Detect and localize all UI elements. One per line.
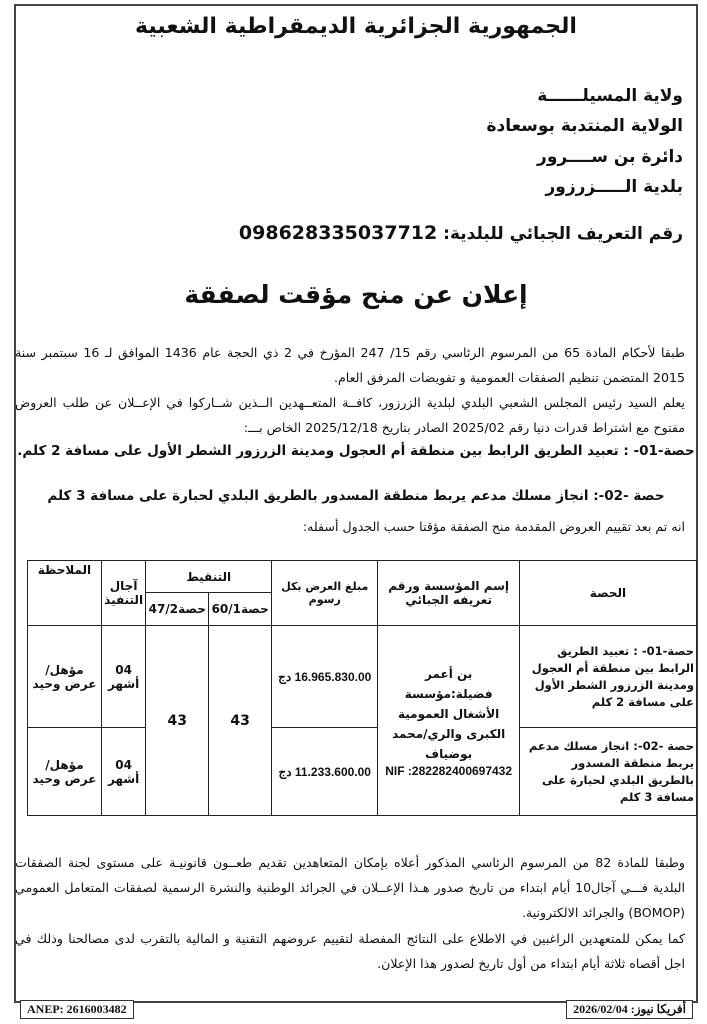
header-remark: الملاحظة	[28, 561, 102, 626]
header-score-lot2: حصة47/2	[146, 593, 209, 626]
row-amount: 11.233.600.00 دج	[272, 728, 378, 816]
award-table	[27, 560, 697, 816]
republic-heading: الجمهورية الجزائرية الديمقراطية الشعبية	[135, 14, 577, 39]
header-lot: الحصة	[519, 561, 696, 626]
table-row	[28, 728, 697, 816]
row-remark: مؤهل/عرض وحيد	[28, 728, 102, 816]
closing-paragraph-2: كما يمكن للمتعهدين الراغبين في الاطلاع على النتائج المفصلة لتقييم عروضهم التقنية و المالية بالتقرب لدى مصالحنا وذلك في اجل أقصاه ثلاثة أيام ابتداء من أول تاريخ لصدور هذا الإعلان.	[15, 931, 685, 971]
delegated-wilaya-line: الولاية المنتدبة بوسعادة	[486, 116, 683, 136]
row-lot: حصة-01- : تعبيد الطريق الرابط بين منطقة أم العجول ومدينة الزرزور الشطر الأول على مسافة 2 كلم	[519, 626, 696, 728]
row-delay: 04 أشهر	[101, 728, 145, 816]
row-delay: 04 أشهر	[101, 626, 145, 728]
commune-line: بلدية الـــــزرزور	[545, 177, 683, 197]
intro-paragraph-3: انه تم بعد تقييم العروض المقدمة منح الصفقة مؤقتا حسب الجدول أسفله:	[302, 519, 685, 534]
company-nif: NIF :282282400697432	[385, 763, 513, 778]
header-delay: آجال التنفيذ	[101, 561, 145, 626]
intro-paragraph-1: طبقا لأحكام المادة 65 من المرسوم الرئاسي رقم 15/ 247 المؤرخ في 2 ذي الحجة عام 1436 الموافق لـ 16 سبتمبر سنة 2015 المتضمن تنظيم الصفقات العمومية و تفويضات المرفق العام.	[15, 345, 685, 385]
row-amount: 16.965.830.00 دج	[272, 626, 378, 728]
row-remark: مؤهل/عرض وحيد	[28, 626, 102, 728]
wilaya-line: ولاية المسيلــــــة	[537, 86, 683, 106]
row-lot: حصة -02-: انجاز مسلك مدعم يربط منطقة المسدور بالطريق البلدي لحبارة على مسافة 3 كلم	[519, 728, 696, 816]
company-cell	[378, 626, 520, 816]
score-lot1: 43	[209, 626, 272, 816]
header-company: إسم المؤسسة ورقم تعريفه الجبائي	[378, 561, 520, 626]
closing-paragraph-1: وطبقا للمادة 82 من المرسوم الرئاسي المذكور أعلاه بإمكان المتعاهدين تقديم طعــون قانونيـة على مستوى لجنة الصفقات البلدية فـــي آجال10 أيام ابتداء من تاريخ صدور هـذا الإعــلان في الجرائد الوطنية والنشرة الرسمية لصفقات المتعامل العمومي (BOMOP) والجرائد الالكترونية.	[15, 855, 686, 920]
lot-2-description: حصة -02-: انجاز مسلك مدعم يربط منطقة المسدور بالطريق البلدي لحبارة على مسافة 3 كلم	[47, 488, 665, 504]
company-name: بن أعمر فضيلة:مؤسسة الأشغال العمومية الكبرى والري/محمد بوضياف	[392, 666, 506, 761]
tax-id-line	[239, 222, 683, 244]
tax-id-label: رقم التعريف الجبائي للبلدية:	[443, 224, 683, 244]
daira-line: دائرة بن ســــرور	[537, 147, 683, 167]
announcement-title: إعلان عن منح مؤقت لصفقة	[184, 280, 528, 309]
score-lot2: 43	[146, 626, 209, 816]
table-row	[28, 626, 697, 728]
anep-reference: ANEP: 2616003482	[20, 1000, 134, 1019]
intro-paragraph-2: يعلم السيد رئيس المجلس الشعبي البلدي لبلدية الزرزور، كافــة المتعــهدين الــذين شــاركوا في الإعــلان عن طلب العروض مفتوح مع اشتراط قدرات دنيا رقم 2025/02 الصادر بتاريخ 2025/12/18 الخاص بـــ:	[15, 395, 685, 435]
header-score-lot1: حصة60/1	[209, 593, 272, 626]
tax-id-value: 098628335037712	[238, 222, 438, 244]
header-amount: مبلغ العرض بكل رسوم	[272, 561, 378, 626]
newspaper-date: أفريكا نيوز: 2026/02/04	[566, 1000, 693, 1019]
header-scoring: التنقيط	[146, 561, 272, 593]
lot-1-description: حصة-01- : تعبيد الطريق الرابط بين منطقة أم العجول ومدينة الزرزور الشطر الأول على مسافة 2 كلم.	[17, 443, 695, 459]
